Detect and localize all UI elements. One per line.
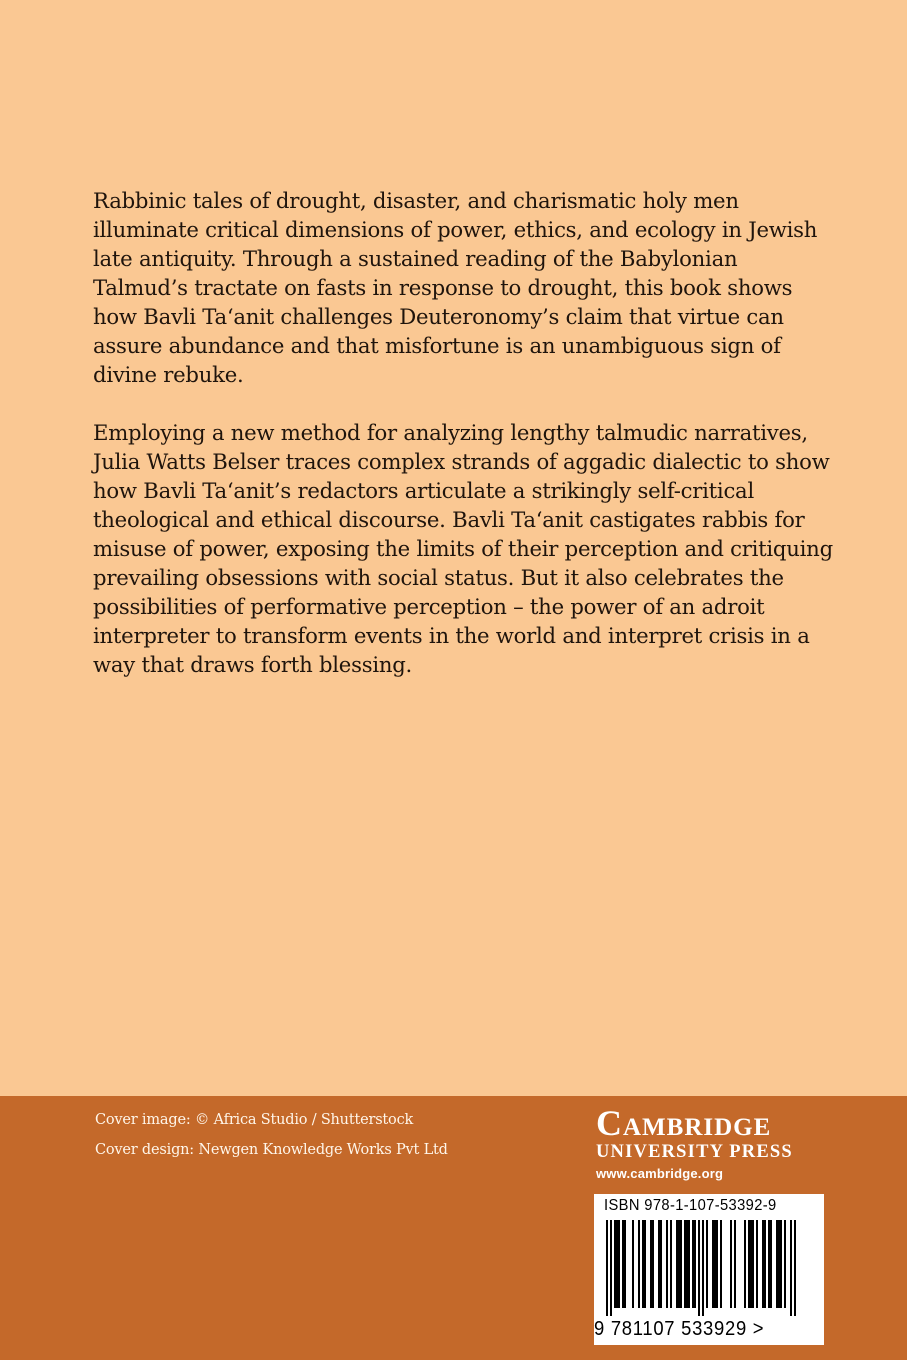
barcode-bar [670, 1220, 672, 1308]
barcode-bar [768, 1220, 770, 1308]
barcode-bar [698, 1220, 700, 1316]
barcode-bar [652, 1220, 654, 1308]
barcode-bar [624, 1220, 626, 1308]
blurb-paragraph-2: Employing a new method for analyzing lengthy talmudic narratives, Julia Watts Belser traces complex strands of aggadic dialectic to show how Bavli Ta‘anit’s redactors articulate a strikingly self-critical theological and ethical discourse. Bavli Ta‘anit castigates rabbis for misuse of power, exposing the limits of their perception and critiquing prevailing obsessions with social status. But it also celebrates the possibilities of performative perception – the power of an adroit interpreter to transform events in the world and interpret crisis in a way that draws forth blessing. [93, 420, 833, 677]
barcode-bar [748, 1220, 750, 1308]
barcode-bar [712, 1220, 714, 1308]
barcode-bar [644, 1220, 646, 1308]
isbn-barcode [594, 1194, 824, 1345]
barcode-bar [720, 1220, 722, 1308]
barcode-bar [660, 1220, 662, 1308]
barcode-bar [714, 1220, 716, 1308]
cover-design-credit: Cover design: Newgen Knowledge Works Pvt Ltd [95, 1142, 448, 1158]
barcode-bar [638, 1220, 640, 1308]
barcode-bar [692, 1220, 694, 1308]
back-cover-blurb [93, 186, 833, 679]
barcode-bar [750, 1220, 752, 1308]
barcode-bar [650, 1220, 652, 1308]
publisher-logo [596, 1104, 826, 1183]
publisher-url: www.cambridge.org [596, 1166, 724, 1181]
barcode-bar [784, 1220, 786, 1308]
barcode-bar [762, 1220, 764, 1308]
barcode-bar [610, 1220, 612, 1316]
barcode-bar [632, 1220, 634, 1308]
barcode-bars [606, 1220, 812, 1320]
barcode-bar [658, 1220, 660, 1308]
barcode-bar [618, 1220, 620, 1308]
barcode-bar [680, 1220, 682, 1308]
barcode-bar [694, 1220, 696, 1308]
barcode-bar [606, 1220, 608, 1316]
barcode-bar [734, 1220, 736, 1308]
footer-band [0, 1096, 907, 1360]
barcode-bar [616, 1220, 618, 1308]
barcode-bar [744, 1220, 746, 1308]
barcode-bar [790, 1220, 792, 1316]
barcode-bar [756, 1220, 758, 1308]
barcode-bar [676, 1220, 678, 1308]
barcode-bar [764, 1220, 766, 1308]
barcode-bar [688, 1220, 690, 1308]
barcode-bar [614, 1220, 616, 1308]
barcode-digits: 9 781107 533929 > [594, 1318, 765, 1340]
barcode-bar [702, 1220, 704, 1316]
barcode-bar [706, 1220, 708, 1308]
barcode-bar [716, 1220, 718, 1308]
publisher-subname: UNIVERSITY PRESS [596, 1142, 793, 1162]
barcode-bar [684, 1220, 686, 1308]
barcode-bar [730, 1220, 732, 1308]
barcode-bar [778, 1220, 780, 1308]
publisher-name: Cambridge [596, 1103, 772, 1143]
cover-image-credit: Cover image: © Africa Studio / Shutterstock [95, 1112, 414, 1128]
barcode-bar [666, 1220, 668, 1308]
barcode-bar [622, 1220, 624, 1308]
blurb-paragraph-1: Rabbinic tales of drought, disaster, and charismatic holy men illuminate critical dimensions of power, ethics, and ecology in Jewish late antiquity. Through a sustained reading of the Babylonian Talmud’s tractate on fasts in response to drought, this book shows how Bavli Ta‘anit challenges Deuteronomy’s claim that virtue can assure abundance and that misfortune is an unambiguous sign of divine rebuke. [93, 188, 818, 387]
isbn-label: ISBN 978-1-107-53392-9 [604, 1197, 777, 1214]
barcode-bar [794, 1220, 796, 1316]
barcode-bar [678, 1220, 680, 1308]
barcode-bar [686, 1220, 688, 1308]
barcode-bar [752, 1220, 754, 1308]
barcode-bar [776, 1220, 778, 1308]
barcode-bar [642, 1220, 644, 1308]
barcode-bar [780, 1220, 782, 1308]
barcode-bar [770, 1220, 772, 1308]
